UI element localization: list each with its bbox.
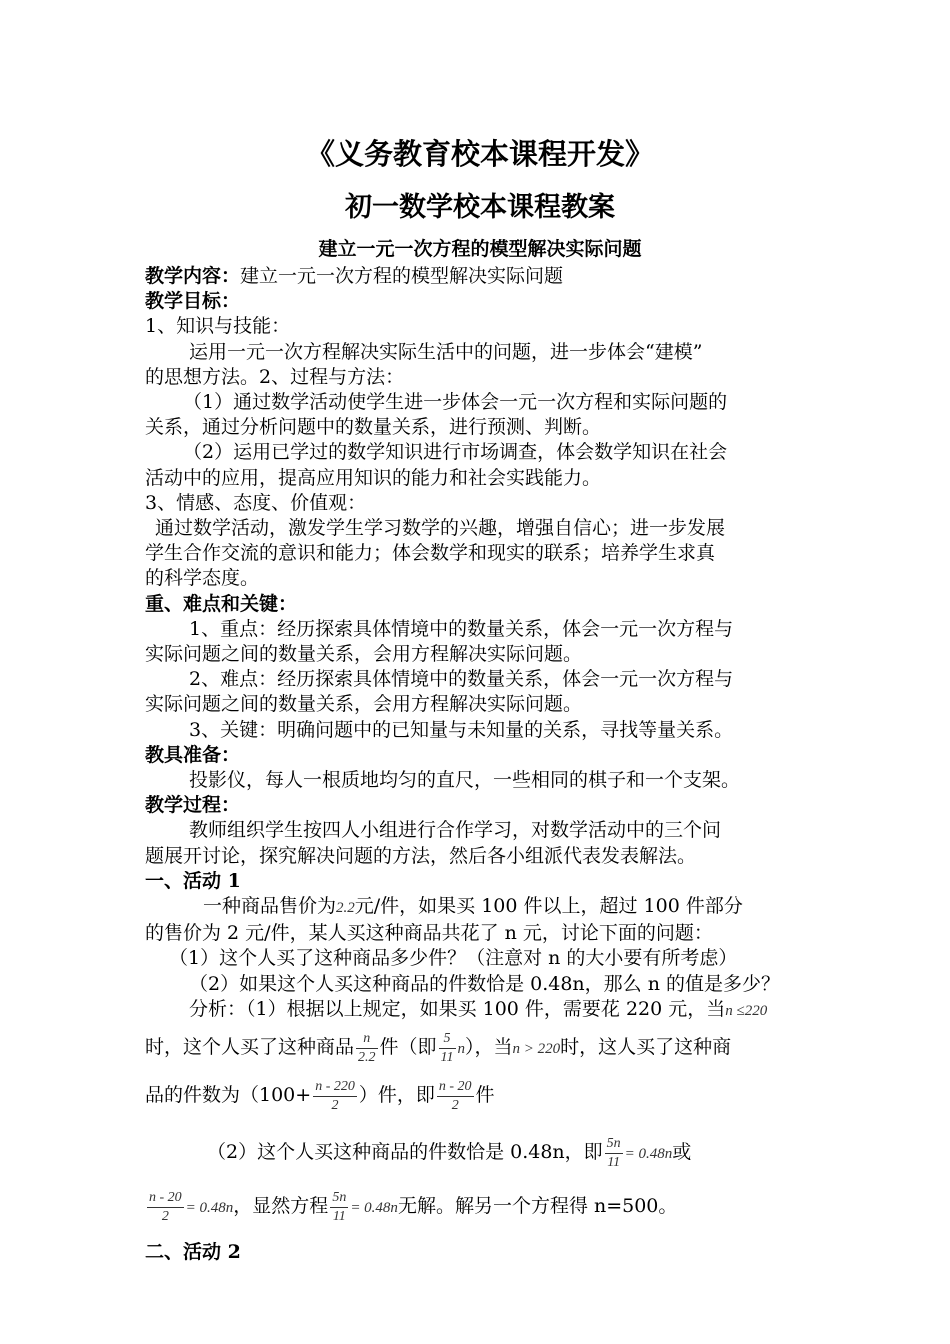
key-point-line: 实际问题之间的数量关系，会用方程解决实际问题。 [145, 693, 583, 716]
content-text: 建立一元一次方程的模型解决实际问题 [240, 265, 564, 287]
condition-formula: n > 220 [512, 1041, 561, 1058]
document-subtitle: 初一数学校本课程教案 [345, 192, 615, 223]
fraction-n-minus-20-over-2 [147, 1189, 184, 1226]
analysis-line [145, 997, 815, 1024]
goal2-line: （2）运用已学过的数学知识进行市场调查，体会数学知识在社会 [183, 441, 728, 464]
analysis-text: （2）这个人买这种商品的件数恰是 0.48n，即 [207, 1141, 603, 1164]
fraction-denominator: 2.2 [358, 1049, 376, 1065]
key-point-line: 3、关键：明确问题中的已知量与未知量的关系，寻找等量关系。 [189, 718, 734, 741]
fraction-5-over-11 [439, 1030, 456, 1067]
fraction-n-over-2.2 [356, 1030, 378, 1067]
teaching-content [145, 264, 815, 289]
fraction-n-minus-220-over-2 [313, 1078, 357, 1115]
goals-label: 教学目标： [145, 290, 241, 313]
analysis-text: 件（即 [379, 1036, 437, 1059]
fraction-numerator: n - 20 [437, 1078, 474, 1097]
goal1-line: 的思想方法。2、过程与方法： [145, 365, 405, 388]
key-point-line: 1、重点：经历探索具体情境中的数量关系，体会一元一次方程与 [189, 617, 734, 640]
fraction-numerator: n - 220 [313, 1078, 357, 1097]
analysis-line [145, 1072, 815, 1118]
analysis-text: 时，这人买了这种商 [560, 1036, 732, 1059]
equation-rhs: = 0.48n [350, 1200, 398, 1217]
goal1-line: 运用一元一次方程解决实际生活中的问题，进一步体会“建模” [189, 340, 703, 363]
key-point-line: 2、难点：经历探索具体情境中的数量关系，体会一元一次方程与 [189, 668, 734, 691]
tools-text: 投影仪，每人一根质地均匀的直尺，一些相同的棋子和一个支架。 [189, 769, 741, 792]
fraction-denominator: 11 [332, 1208, 346, 1224]
analysis-text: 件 [475, 1084, 495, 1107]
activity1-question-2: （2）如果这个人买这种商品的件数恰是 0.48n，那么 n 的值是多少？ [189, 972, 780, 995]
fraction-5n-over-11 [330, 1189, 348, 1226]
goal3-line: 学生合作交流的意识和能力；体会数学和现实的联系；培养学生求真 [145, 542, 716, 565]
process-line: 题展开讨论，探究解决问题的方法，然后各小组派代表发表解法。 [145, 844, 697, 867]
price-value: 2.2 [336, 900, 355, 917]
fraction-denominator: 2 [451, 1097, 459, 1113]
fraction-denominator: 11 [607, 1154, 621, 1170]
analysis-text: ），当 [465, 1036, 513, 1059]
activity1-label: 一、活动 1 [145, 869, 241, 892]
fraction-numerator: n - 20 [147, 1189, 184, 1208]
variable-n: n [457, 1041, 465, 1058]
fraction-denominator: 2 [331, 1097, 339, 1113]
goal3-line: 的科学态度。 [145, 567, 260, 590]
fraction-denominator: 11 [440, 1049, 454, 1065]
activity1-question-1: （1）这个人买了这种商品多少件？（注意对 n 的大小要有所考虑） [169, 947, 738, 970]
activity1-problem-line: 的售价为 2 元/件，某人买这种商品共花了 n 元，讨论下面的问题： [145, 922, 713, 945]
activity2-label: 二、活动 2 [145, 1241, 241, 1264]
fraction-numerator: 5 [439, 1030, 456, 1049]
key-points-label: 重、难点和关键： [145, 592, 298, 615]
fraction-numerator: n [356, 1030, 378, 1049]
process-line: 教师组织学生按四人小组进行合作学习，对数学活动中的三个问 [189, 819, 722, 842]
key-point-line: 实际问题之间的数量关系，会用方程解决实际问题。 [145, 643, 583, 666]
fraction-denominator: 2 [161, 1208, 169, 1224]
problem-text: 一种商品售价为 [203, 895, 337, 918]
goal1-heading: 1、知识与技能： [145, 315, 291, 338]
problem-text: 元/件，如果买 100 件以上，超过 100 件部分 [354, 895, 743, 918]
part2-line [145, 1126, 815, 1180]
goal2-line: 活动中的应用，提高应用知识的能力和社会实践能力。 [145, 466, 602, 489]
fraction-5n-over-11 [605, 1135, 623, 1172]
lesson-title: 建立一元一次方程的模型解决实际问题 [318, 238, 642, 260]
activity1-problem-line [145, 894, 815, 921]
condition-formula: n ≤220 [725, 1002, 768, 1019]
analysis-text: 分析：（1）根据以上规定，如果买 100 件，需要花 220 元，当 [189, 997, 726, 1020]
goal2-line: （1）通过数学活动使学生进一步体会一元一次方程和实际问题的 [183, 391, 728, 414]
part2-line [145, 1180, 815, 1234]
fraction-numerator: 5n [605, 1135, 623, 1154]
fraction-n-minus-20-over-2 [437, 1078, 474, 1115]
goal3-line: 通过数学活动，激发学生学习数学的兴趣，增强自信心；进一步发展 [155, 517, 726, 540]
analysis-text: 时，这个人买了这种商品 [145, 1036, 355, 1059]
document-title: 《义务教育校本课程开发》 [305, 137, 654, 171]
analysis-line [145, 1024, 815, 1072]
analysis-text: 无解。解另一个方程得 n=500。 [397, 1195, 678, 1218]
process-label: 教学过程： [145, 794, 241, 817]
equation-rhs: = 0.48n [624, 1146, 673, 1163]
analysis-text: 或 [672, 1141, 692, 1164]
analysis-text: 品的件数为（100+ [145, 1084, 312, 1107]
content-label: 教学内容： [145, 265, 241, 287]
fraction-numerator: 5n [330, 1189, 348, 1208]
goal3-heading: 3、情感、态度、价值观： [145, 491, 367, 514]
analysis-text: ，显然方程 [233, 1195, 329, 1218]
analysis-text: ）件，即 [358, 1084, 435, 1107]
document-page [145, 120, 815, 1265]
goal2-line: 关系，通过分析问题中的数量关系，进行预测、判断。 [145, 416, 602, 439]
tools-label: 教具准备： [145, 743, 241, 766]
equation-rhs: = 0.48n [185, 1200, 234, 1217]
